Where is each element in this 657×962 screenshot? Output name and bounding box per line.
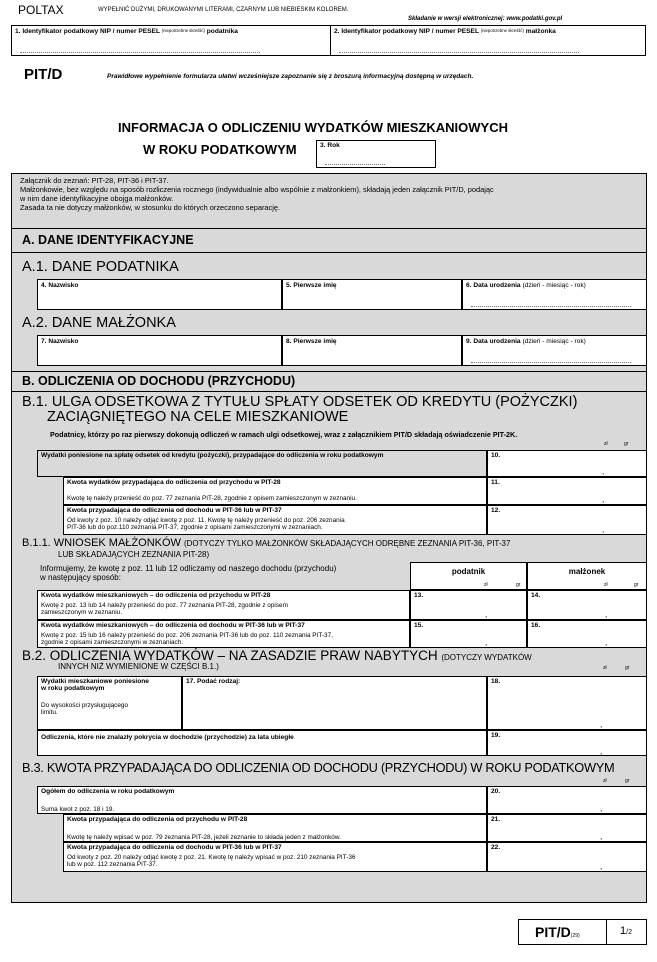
row-12-desc [67, 517, 345, 531]
intro-line-4: Zasada ta nie dotyczy małżonków, w stosunku do których orzeczono separację. [20, 202, 281, 212]
row-11-label-cell [63, 477, 487, 505]
field-3-label: 3. Rok [320, 142, 340, 149]
row-11-label: Kwota wydatków przypadająca do odliczenia od przychodu w PIT-28 [67, 479, 281, 486]
row-12-label-cell [63, 505, 487, 535]
field-4-label: 4. Nazwisko [41, 282, 79, 289]
row-13-label: Kwota wydatków mieszkaniowych – do odliczenia od przychodu w PIT-28 [41, 592, 271, 599]
intro-line-1: Załącznik do zeznań: PIT-28, PIT-36 i PIT-37. [20, 176, 169, 185]
field-9-data-urodzenia[interactable] [462, 335, 647, 366]
decimal-comma: , [602, 525, 605, 534]
field-15-num: 15. [414, 622, 424, 629]
divider [11, 252, 647, 253]
field-2-sup: (niepotrzebne skreślić) [480, 28, 524, 33]
field-19-num: 19. [491, 732, 501, 739]
row-10-label-cell [37, 450, 487, 477]
field-13-amount[interactable] [410, 590, 527, 620]
section-b1-title [22, 395, 577, 425]
row-17-left-desc [41, 702, 128, 716]
section-b11-title-main: B.1.1. WNIOSEK MAŁŻONKÓW [22, 537, 181, 549]
field-11-num: 11. [491, 479, 500, 486]
col-header-malzonek [527, 562, 647, 590]
section-b11-title [22, 537, 510, 560]
zl-label: zł [604, 441, 608, 447]
form-title-line1: INFORMACJA O ODLICZENIU WYDATKÓW MIESZKANIOWYCH [118, 120, 508, 135]
row-15-desc-1: Kwotę z poz. 15 lub 16 należy przenieść do poz. 206 zeznania PIT-36 lub do poz. 110 zeznania PIT-37, [41, 632, 333, 639]
col-header-podatnik [410, 562, 527, 590]
field-4-nazwisko[interactable] [37, 279, 282, 310]
intro-line-2: Małżonkowie, bez względu na sposób rozliczenia rocznego (indywidualnie albo wspólnie z małżonkiem), składają jeden załącznik PIT/D, podając [20, 184, 494, 194]
decimal-comma: , [485, 610, 488, 619]
row-11-desc: Kwotę tę należy przenieść do poz. 77 zeznania PIT-28, zgodnie z opisem zamieszczonym w zeznaniu. [67, 495, 357, 502]
field-18-num: 18. [491, 678, 501, 685]
field-1-label: 1. Identyfikator podatkowy NIP / numer PESEL [15, 28, 160, 35]
field-1-suffix: podatnika [206, 28, 238, 35]
field-3-rok[interactable] [316, 140, 436, 168]
divider [11, 391, 647, 392]
section-b-title: B. ODLICZENIA OD DOCHODU (PRZYCHODU) [22, 374, 296, 388]
row-15-label-cell [37, 620, 410, 648]
gr-label: gr [634, 582, 639, 588]
field-8-imie[interactable] [282, 335, 462, 366]
field-14-num: 14. [531, 592, 541, 599]
form-title-line2: W ROKU PODATKOWYM [143, 142, 297, 157]
section-b1-note: Podatnicy, którzy po raz pierwszy dokonują odliczeń w ramach ulgi odsetkowej, wraz z załącznikiem PIT/D składają oświadczenie PIT-2K. [50, 430, 518, 439]
section-b2-title-main: B.2. ODLICZENIA WYDATKÓW – NA ZASADZIE PRAW NABYTYCH [22, 648, 438, 663]
decimal-comma: , [600, 720, 603, 729]
field-9-ticks [471, 359, 631, 363]
field-7-label: 7. Nazwisko [41, 338, 79, 345]
field-17-label: 17. Podać rodzaj: [186, 678, 241, 685]
section-a-title: A. DANE IDENTYFIKACYJNE [22, 233, 194, 247]
row-12-label: Kwota przypadająca do odliczenia od dochodu w PIT-36 lub w PIT-37 [67, 507, 282, 514]
row-10-label: Wydatki poniesione na spłatę odsetek od kredytu (pożyczki), przypadające do odliczenia w roku podatkowym [41, 452, 384, 459]
footer-form-code: PIT/D [535, 924, 571, 940]
row-17-left-label [41, 679, 149, 693]
field-2-suffix: małżonka [525, 28, 556, 35]
gr-label: gr [516, 582, 521, 588]
row-17-left-2: w roku podatkowym [41, 684, 105, 692]
field-7-nazwisko[interactable] [37, 335, 282, 366]
gr-label: gr [625, 665, 630, 671]
row-15-desc [41, 632, 333, 646]
row-19-label: Odliczenia, które nie znalazły pokrycia w dochodzie (przychodzie) za lata ubiegłe [41, 734, 294, 741]
field-2-ticks [339, 49, 579, 53]
field-12-num: 12. [491, 507, 501, 514]
row-19-label-cell [37, 730, 487, 756]
intro-text [20, 177, 640, 213]
row-21-desc: Kwotę tę należy wpisać w poz. 79 zeznania PIT-28, jeżeli zeznanie to składa jeden z małżonków. [67, 834, 341, 841]
field-20-amount[interactable] [487, 786, 647, 814]
section-b11-intro [40, 564, 336, 582]
row-22-desc-1: Od kwoty z poz. 20 należy odjąć kwotę z poz. 21. Kwotę tę należy wpisać w poz. 210 zeznania PIT-36 [67, 854, 356, 861]
footer-divider [606, 920, 607, 944]
intro-line-3: w nim dane identyfikacyjne obojga małżonków. [20, 193, 174, 203]
section-b11-title-small1: (DOTYCZY TYLKO MAŁŻONKÓW SKŁADAJĄCYCH ODRĘBNE ZEZNANIA PIT-36, PIT-37 [183, 539, 511, 548]
field-2-nip-malzonka[interactable] [330, 25, 646, 56]
field-6-ticks [471, 303, 631, 307]
row-17-left-3: Do wysokości przysługującego [41, 702, 129, 709]
divider [11, 371, 647, 372]
row-21-label-cell [63, 814, 487, 842]
fill-instruction: WYPEŁNIĆ DUŻYMI, DRUKOWANYMI LITERAMI, CZARNYM LUB NIEBIESKIM KOLOREM. [98, 7, 349, 13]
footer-page: 1 [620, 925, 627, 937]
field-2-label: 2. Identyfikator podatkowy NIP / numer PESEL [334, 28, 479, 35]
field-21-num: 21. [491, 816, 501, 823]
decimal-comma: , [605, 638, 608, 647]
footer-form-box [518, 919, 647, 945]
row-13-desc [41, 602, 288, 616]
row-12-desc-1: Od kwoty z poz. 10 należy odjąć kwotę z poz. 11. Kwotę tę należy przenieść do poz. 206 zeznania [67, 517, 345, 524]
field-1-ticks [20, 49, 260, 53]
field-6-label: 6. Data urodzenia [466, 282, 521, 289]
field-15-amount[interactable] [410, 620, 527, 648]
col-malzonek-label: małżonek [568, 567, 606, 576]
field-6-data-urodzenia[interactable] [462, 279, 647, 310]
field-6-hint: (dzień - miesiąc - rok) [522, 282, 586, 289]
row-22-desc-2: lub w poz. 112 zeznania PIT-37. [67, 861, 158, 869]
field-9-hint: (dzień - miesiąc - rok) [522, 338, 586, 345]
field-19-amount[interactable] [487, 730, 647, 756]
electronic-note: Składanie w wersji elektronicznej: www.podatki.gov.pl [408, 16, 563, 22]
row-13-desc-1: Kwotę z poz. 13 lub 14 należy przenieść do poz. 77 zeznania PIT-28, zgodnie z opisem [41, 602, 288, 609]
row-12-desc-2: PIT-36 lub do poz.110 zeznania PIT-37, zgodnie z opisami zamieszczonymi w zeznaniach. [67, 524, 323, 532]
footer-version: (29) [570, 933, 580, 939]
section-b2-title-small2: INNYCH NIŻ WYMIENIONE W CZĘŚCI B.1.) [58, 662, 219, 672]
field-10-amount[interactable] [487, 450, 647, 477]
decimal-comma: , [602, 495, 605, 504]
section-b11-intro-1: Informujemy, że kwotę z poz. 11 lub 12 odliczamy od naszego dochodu (przychodu) [40, 564, 337, 573]
decimal-comma: , [600, 832, 603, 841]
field-8-label: 8. Pierwsze imię [286, 338, 337, 345]
field-18-amount[interactable] [487, 676, 647, 730]
field-5-imie[interactable] [282, 279, 462, 310]
field-10-num: 10. [491, 452, 501, 459]
section-a1-title: A.1. DANE PODATNIKA [22, 259, 179, 275]
row-20-label: Ogółem do odliczenia w roku podatkowym [41, 788, 175, 795]
form-code: PIT/D [24, 66, 63, 83]
field-14-amount[interactable] [527, 590, 647, 620]
row-20-label-cell [37, 786, 487, 814]
section-a2-title: A.2. DANE MAŁŻONKA [22, 315, 176, 331]
decimal-comma: , [605, 610, 608, 619]
field-16-num: 16. [531, 622, 541, 629]
field-22-num: 22. [491, 844, 501, 851]
brand-poltax: POLTAX [18, 3, 64, 17]
section-b11-intro-2: w następujący sposób: [40, 573, 121, 583]
row-17-left-cell [37, 676, 182, 730]
row-17-left-1: Wydatki mieszkaniowe poniesione [41, 678, 149, 685]
row-21-label: Kwota przypadająca do odliczenia od przychodu w PIT-28 [67, 816, 248, 823]
zl-label: zł [603, 665, 607, 671]
section-b1-title-line1: B.1. ULGA ODSETKOWA Z TYTUŁU SPŁATY ODSETEK OD KREDYTU (POŻYCZKI) [22, 394, 578, 410]
section-b1-title-line2: ZACIĄGNIĘTEGO NA CELE MIESZKANIOWE [47, 409, 349, 426]
field-3-ticks [325, 161, 385, 165]
section-b11-title-small2: LUB SKŁADAJĄCYCH ZEZNANIA PIT-28) [58, 550, 210, 560]
row-15-label: Kwota wydatków mieszkaniowych – do odliczenia od dochodu w PIT-36 lub w PIT-37 [41, 622, 305, 629]
field-12-amount[interactable] [487, 505, 647, 535]
decimal-comma: , [485, 638, 488, 647]
col-podatnik-label: podatnik [451, 567, 486, 576]
field-20-num: 20. [491, 788, 501, 795]
section-b2-title-small1: (DOTYCZY WYDATKÓW [441, 653, 532, 662]
field-9-label: 9. Data urodzenia [466, 338, 521, 345]
row-15-desc-2: zgodnie z opisami zamieszczonymi w zeznaniach. [41, 639, 184, 647]
gr-label: gr [625, 778, 630, 784]
guide-note: Prawidłowe wypełnienie formularza ułatwi wcześniejsze zapoznanie się z broszurą informacyjną dostępną w urzędach. [107, 73, 474, 80]
field-11-amount[interactable] [487, 477, 647, 505]
decimal-comma: , [600, 804, 603, 813]
field-21-amount[interactable] [487, 814, 647, 842]
zl-label: zł [484, 582, 488, 588]
row-22-label-cell [63, 842, 487, 872]
field-1-nip-podatnika[interactable] [11, 25, 331, 56]
divider [11, 228, 647, 229]
row-13-desc-2: zamieszczonym w zeznaniu. [41, 609, 122, 617]
field-22-amount[interactable] [487, 842, 647, 872]
field-1-sup: (niepotrzebne skreślić) [161, 28, 205, 33]
row-22-label: Kwota przypadająca do odliczenia od dochodu w PIT-36 lub w PIT-37 [67, 844, 282, 851]
row-13-label-cell [37, 590, 410, 620]
field-16-amount[interactable] [527, 620, 647, 648]
decimal-comma: , [602, 467, 605, 476]
section-b2-title [22, 649, 532, 672]
row-22-desc [67, 854, 355, 868]
decimal-comma: , [600, 862, 603, 871]
row-20-desc: Suma kwot z poz. 18 i 19. [41, 806, 115, 813]
zl-label: zł [604, 582, 608, 588]
decimal-comma: , [600, 747, 603, 756]
gr-label: gr [624, 441, 629, 447]
field-13-num: 13. [414, 592, 424, 599]
field-17-rodzaj[interactable] [182, 676, 487, 730]
zl-label: zł [603, 778, 607, 784]
row-17-left-4: limitu. [41, 709, 58, 717]
section-b3-title: B.3. KWOTA PRZYPADAJĄCA DO ODLICZENIA OD DOCHODU (PRZYCHODU) W ROKU PODATKOWYM [22, 760, 615, 775]
footer-page-total: /2 [626, 929, 632, 936]
field-5-label: 5. Pierwsze imię [286, 282, 337, 289]
